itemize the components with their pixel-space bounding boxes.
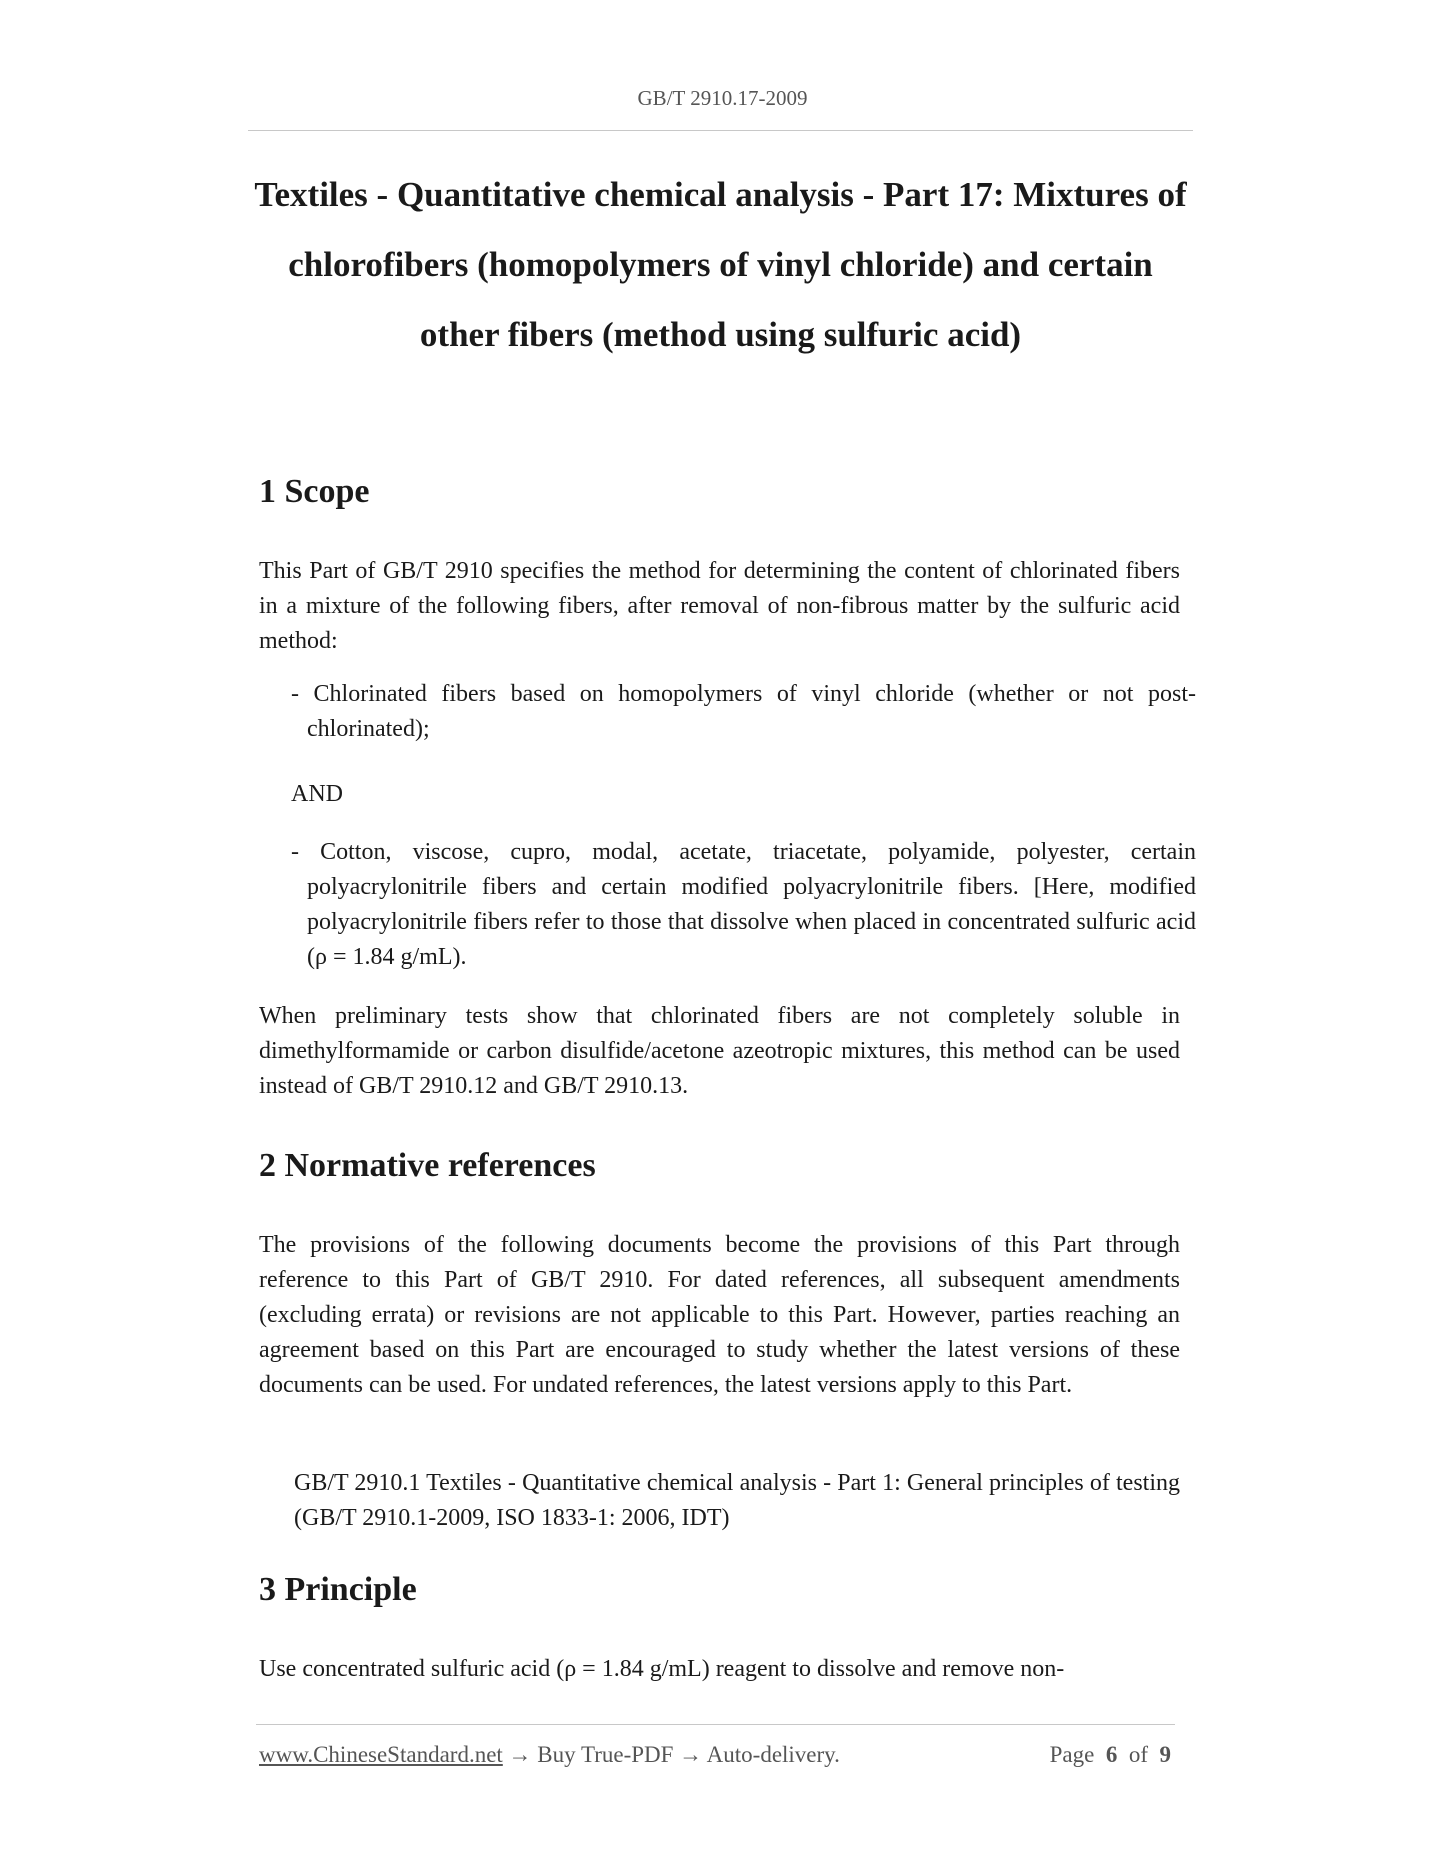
scope-and-label: AND bbox=[291, 781, 343, 807]
footer-promo-text: → Buy True-PDF → Auto-delivery. bbox=[502, 1742, 840, 1767]
scope-list-item: - Chlorinated fibers based on homopolymers of vinyl chloride (whether or not post-chlorinated); bbox=[291, 681, 1196, 742]
page-of-label: of bbox=[1128, 1742, 1148, 1767]
section-heading-normative-references: 2 Normative references bbox=[259, 1147, 596, 1184]
scope-intro-paragraph: This Part of GB/T 2910 specifies the method for determining the content of chlorinated fibers in a mixture of the following fibers, after removal of non-fibrous matter by the sulfuric acid method: bbox=[259, 558, 1180, 654]
website-link[interactable]: www.ChineseStandard.net bbox=[259, 1742, 503, 1767]
footer-divider bbox=[256, 1724, 1175, 1725]
principle-paragraph: Use concentrated sulfuric acid (ρ = 1.84 g/mL) reagent to dissolve and remove non- bbox=[259, 1656, 1065, 1682]
normative-reference-item: GB/T 2910.1 Textiles - Quantitative chemical analysis - Part 1: General principles of testing (GB/T 2910.1-2009, ISO 1833-1: 2006, IDT) bbox=[294, 1470, 1180, 1531]
section-heading-principle: 3 Principle bbox=[259, 1571, 417, 1608]
page-number bbox=[1050, 1742, 1171, 1768]
section-heading-scope: 1 Scope bbox=[259, 473, 370, 510]
page-label: Page bbox=[1049, 1742, 1095, 1767]
document-title: Textiles - Quantitative chemical analysis - Part 17: Mixtures of chlorofibers (homopolymers of vinyl chloride) and certain other fibers (method using sulfuric acid) bbox=[254, 175, 1187, 354]
total-pages: 9 bbox=[1159, 1742, 1171, 1767]
page-footer bbox=[259, 1742, 1171, 1768]
scope-note-paragraph: When preliminary tests show that chlorinated fibers are not completely soluble in dimethylformamide or carbon disulfide/acetone azeotropic mixtures, this method can be used instead of GB/T 2910.12 and GB/T 2910.13. bbox=[259, 1003, 1180, 1099]
standard-code-header: GB/T 2910.17-2009 bbox=[637, 86, 808, 110]
footer-promo bbox=[259, 1742, 840, 1768]
header-divider bbox=[248, 130, 1193, 131]
normative-references-paragraph: The provisions of the following documents become the provisions of this Part through reference to this Part of GB/T 2910. For dated references, all subsequent amendments (excluding errata) or revisions are not applicable to this Part. However, parties reaching an agreement based on this Part are encouraged to study whether the latest versions of these documents can be used. For undated references, the latest versions apply to this Part. bbox=[259, 1232, 1180, 1398]
scope-list-item: - Cotton, viscose, cupro, modal, acetate, triacetate, polyamide, polyester, certain polyacrylonitrile fibers and certain modified polyacrylonitrile fibers. [Here, modified polyacrylonitrile fibers refer to those that dissolve when placed in concentrated sulfuric acid (ρ = 1.84 g/mL). bbox=[291, 839, 1196, 970]
current-page: 6 bbox=[1105, 1742, 1118, 1767]
